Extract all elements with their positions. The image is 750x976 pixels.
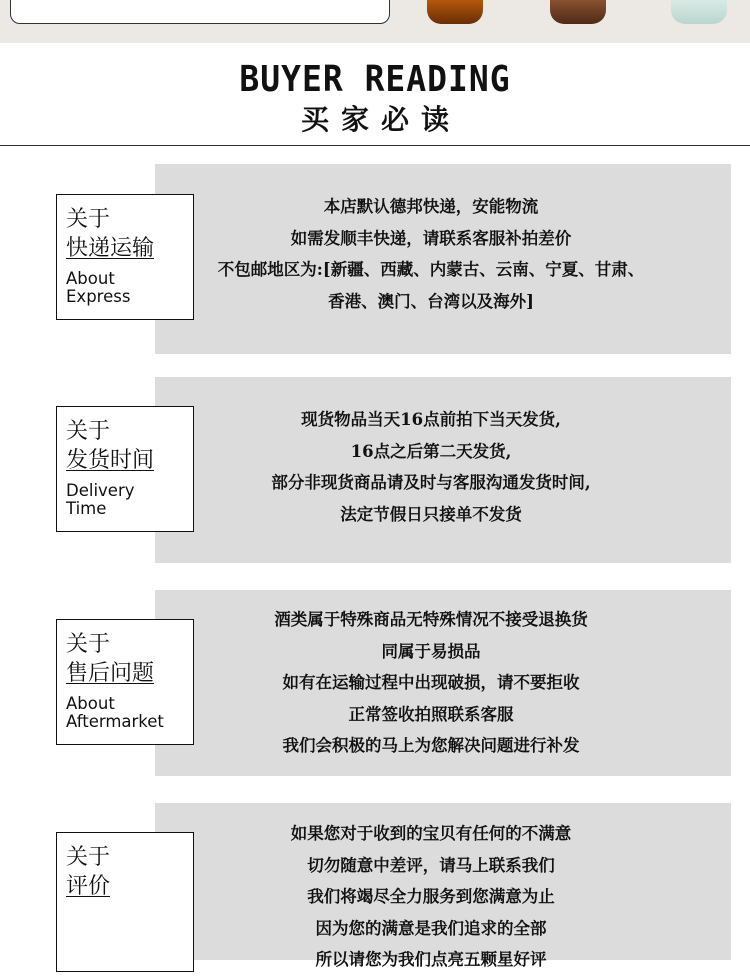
content-line: 正常签收拍照联系客服: [348, 704, 514, 724]
product-bottle-image[interactable]: [550, 0, 606, 24]
label-about: 关于: [66, 632, 111, 657]
section-content: [195, 191, 667, 317]
label-about: 关于: [66, 419, 111, 444]
section-content: [195, 818, 667, 976]
product-bottle-image[interactable]: [427, 0, 483, 24]
label-topic: 评价: [66, 874, 111, 899]
content-line: 如需发顺丰快递，请联系客服补拍差价: [290, 228, 572, 248]
content-line: 16点之后第二天发货,: [350, 441, 512, 461]
content-line: 香港、澳门、台湾以及海外]: [328, 291, 534, 311]
section-delivery-time: [0, 377, 750, 563]
search-box[interactable]: [10, 0, 390, 24]
content-line: 部分非现货商品请及时与客服沟通发货时间,: [271, 473, 591, 492]
content-line: 酒类属于特殊商品无特殊情况不接受退换货: [274, 610, 588, 629]
section-label-box: [56, 406, 194, 532]
content-line: 本店默认德邦快递，安能物流: [323, 197, 539, 216]
section-content: [195, 604, 667, 762]
label-about: 关于: [66, 207, 111, 232]
label-english-line: About: [66, 269, 115, 288]
section-label-box: [56, 832, 194, 972]
section-label-box: [56, 194, 194, 320]
page-heading: [0, 59, 750, 139]
content-line: 法定节假日只接单不发货: [340, 504, 522, 524]
section-aftermarket: [0, 590, 750, 776]
label-english-line: About: [66, 694, 115, 713]
content-line: 我们会积极的马上为您解决问题进行补发: [282, 736, 580, 755]
section-reviews: [0, 803, 750, 969]
label-english-line: Express: [66, 287, 131, 306]
label-topic: 快递运输: [66, 236, 155, 261]
content-line: 如有在运输过程中出现破损，请不要拒收: [282, 673, 580, 692]
content-line: 切勿随意中差评，请马上联系我们: [307, 855, 555, 875]
content-line: 因为您的满意是我们追求的全部: [315, 918, 547, 938]
label-english: [66, 482, 193, 518]
section-content: [195, 404, 667, 530]
heading-title-cn: 买家必读: [300, 103, 461, 136]
section-express: [0, 164, 750, 354]
content-line: 不包邮地区为:[新疆、西藏、内蒙古、云南、宁夏、甘肃、: [217, 260, 645, 279]
label-english: [66, 695, 193, 731]
label-topic: 售后问题: [66, 661, 155, 686]
content-line: 现货物品当天16点前拍下当天发货,: [301, 410, 561, 429]
label-about: 关于: [66, 845, 111, 870]
label-english-line: Aftermarket: [66, 712, 164, 731]
content-line: 如果您对于收到的宝贝有任何的不满意: [290, 824, 572, 843]
content-line: 所以请您为我们点亮五颗星好评: [315, 950, 547, 969]
heading-title-en: BUYER READING: [239, 57, 511, 100]
label-english: [66, 270, 193, 306]
content-line: 我们将竭尽全力服务到您满意为止: [307, 887, 555, 906]
section-label-box: [56, 619, 194, 745]
heading-divider: [0, 145, 750, 146]
top-banner-strip: [0, 0, 750, 43]
content-line: 同属于易损品: [381, 641, 481, 661]
product-bottle-image[interactable]: [671, 0, 727, 24]
label-english-line: Delivery: [66, 481, 135, 500]
label-english-line: Time: [66, 499, 107, 518]
label-topic: 发货时间: [66, 448, 155, 473]
